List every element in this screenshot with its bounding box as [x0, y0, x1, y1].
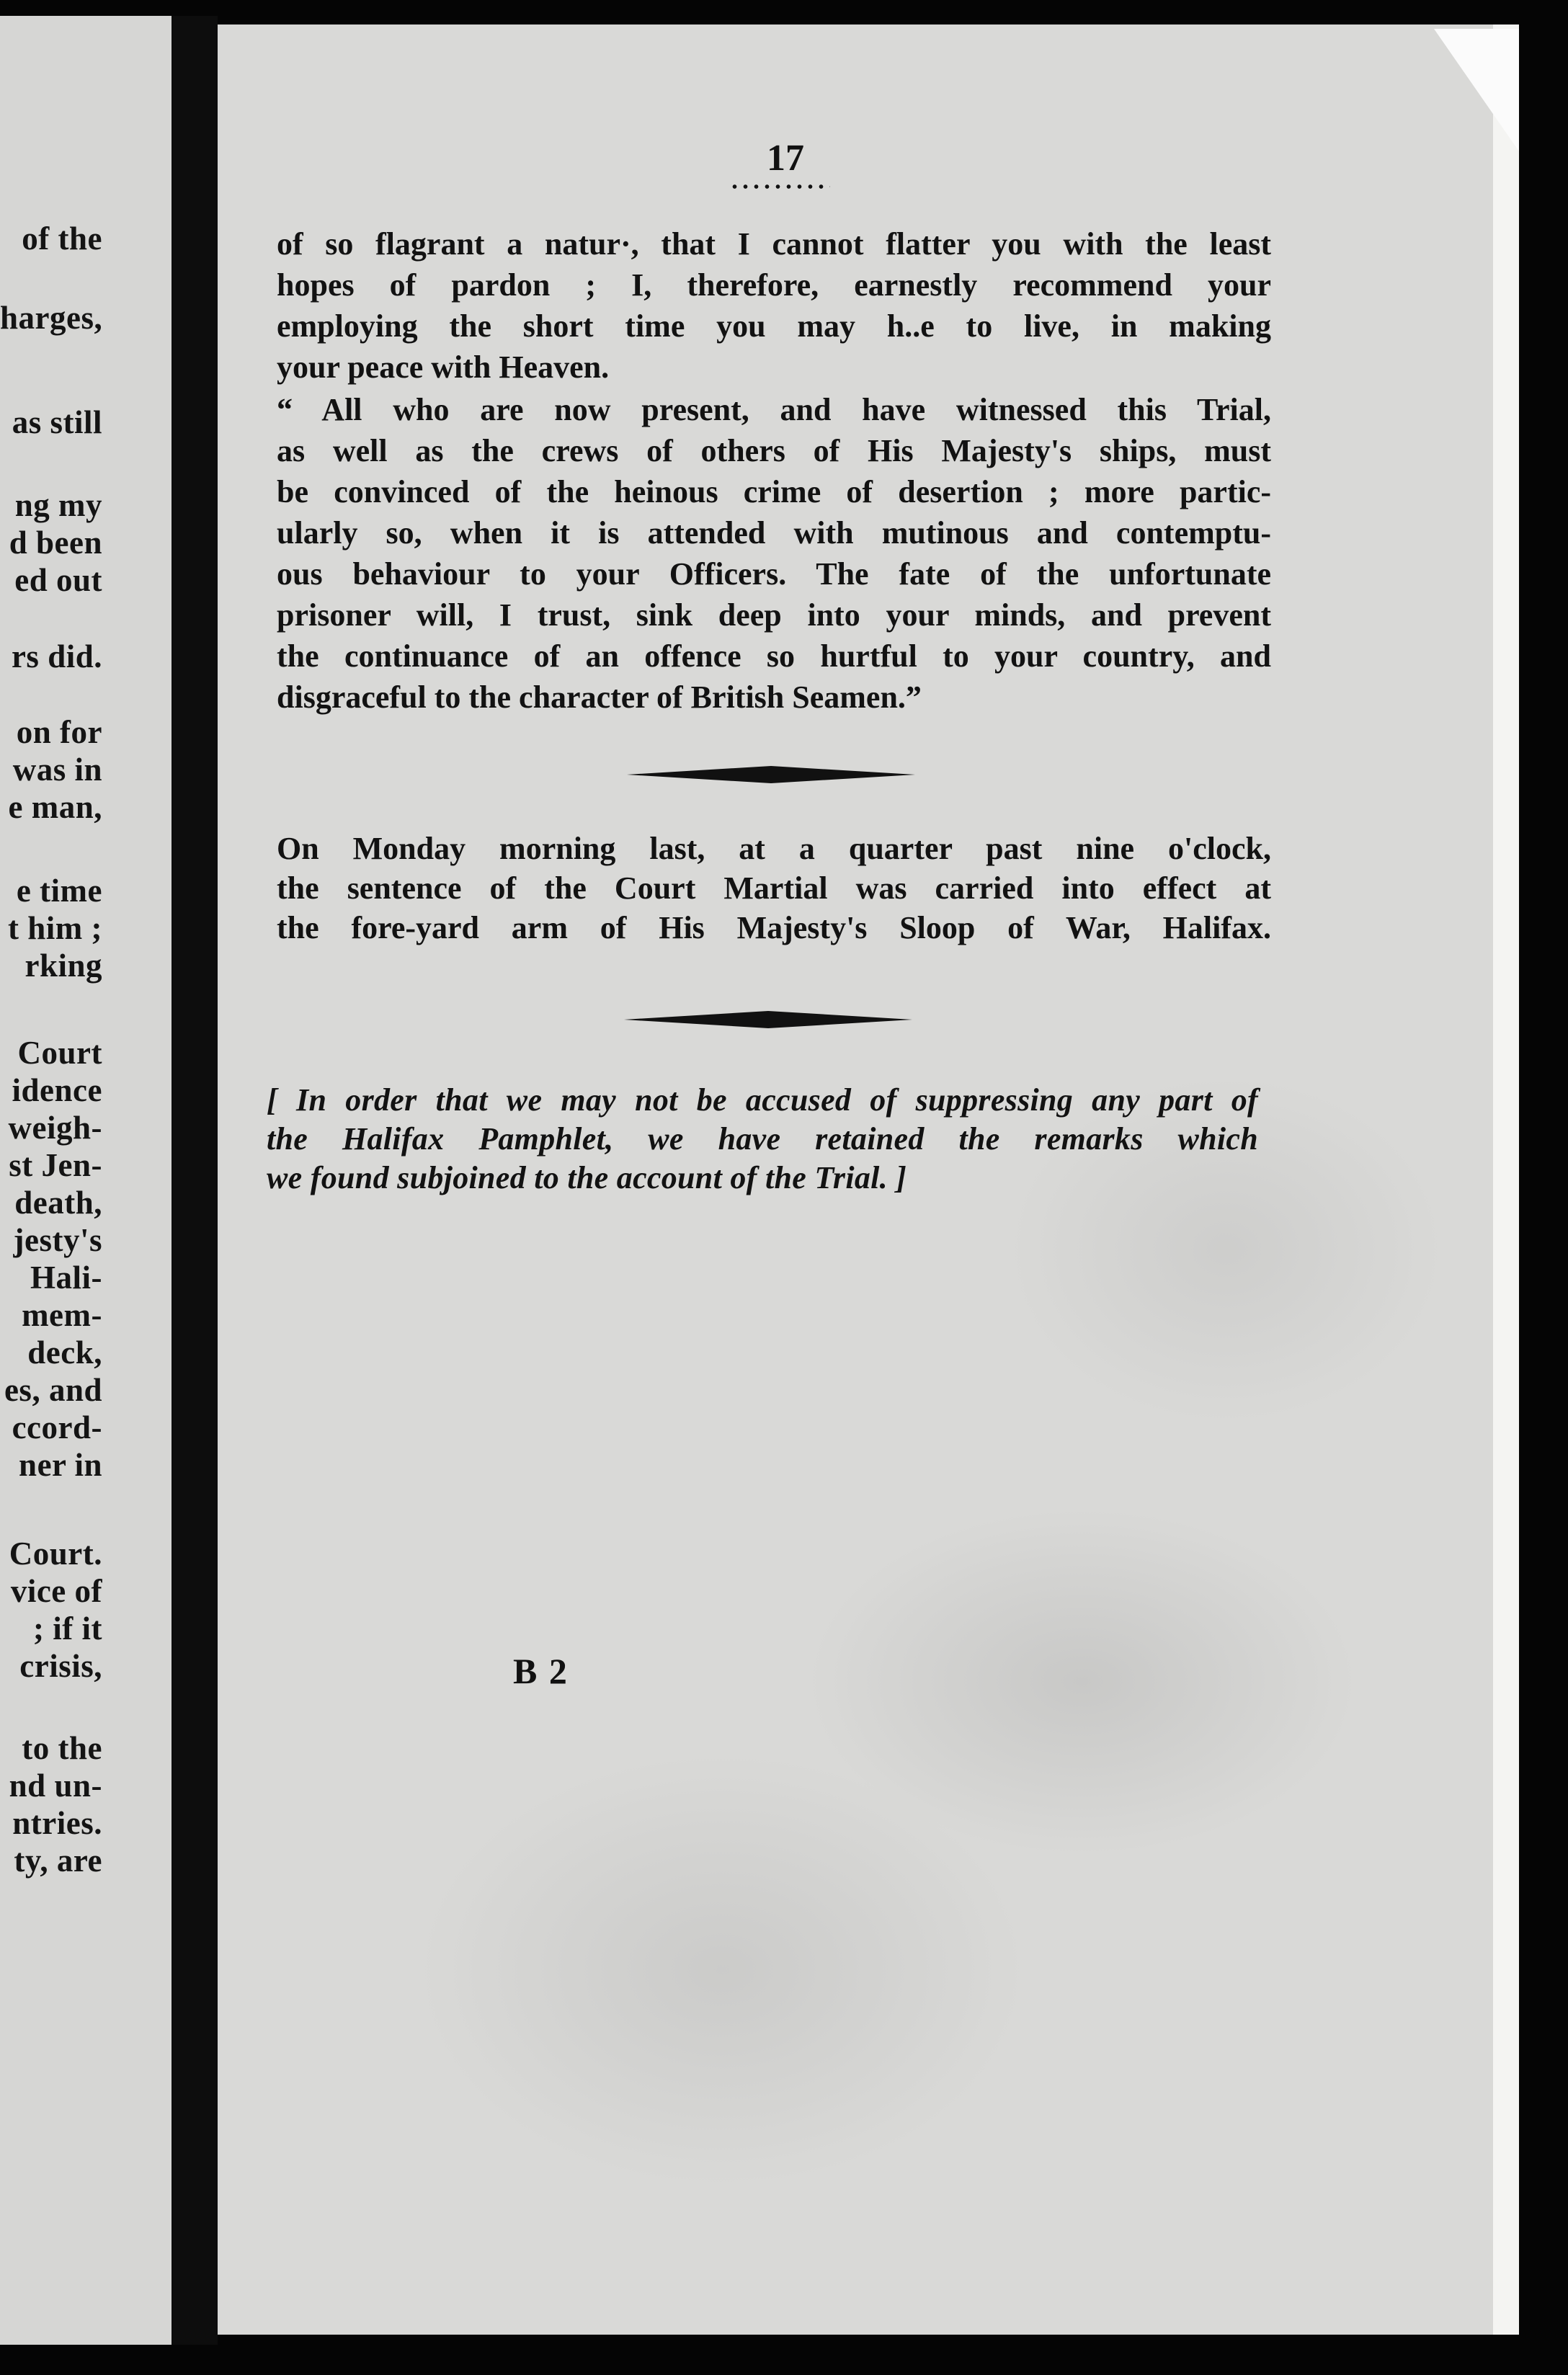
paragraph-sentence-conclusion — [277, 223, 1271, 388]
text-line: ularly so, when it is attended with mutinous and contemptu- — [277, 515, 1271, 551]
left-page-text-fragment: nd un- — [9, 1768, 102, 1804]
left-page-text-fragment: mem- — [22, 1297, 102, 1333]
left-page-text-fragment: weigh- — [8, 1110, 102, 1146]
previous-page-fragment — [0, 16, 172, 2345]
text-line: of so flagrant a natur·, that I cannot flatter you with the least — [277, 226, 1271, 262]
page-number: 17 — [767, 138, 804, 179]
left-page-text-fragment: ng my — [14, 487, 102, 523]
left-page-text-fragment: was in — [12, 752, 102, 788]
ornamental-rule — [627, 762, 915, 787]
text-line: the Halifax Pamphlet, we have retained the remarks which — [267, 1121, 1258, 1157]
left-page-text-fragment: Court — [17, 1035, 102, 1071]
left-page-text-fragment: of the — [22, 220, 102, 257]
left-page-text-fragment: e time — [16, 873, 102, 909]
text-line: we found subjoined to the account of the Trial. ] — [267, 1160, 907, 1195]
text-line: ous behaviour to your Officers. The fate of the unfortunate — [277, 556, 1271, 592]
left-page-text-fragment: d been — [9, 525, 102, 561]
left-page-text-fragment: ner in — [19, 1447, 102, 1483]
left-page-text-fragment: st Jen- — [9, 1147, 102, 1183]
left-page-text-fragment: ed out — [14, 562, 102, 598]
left-page-text-fragment: rs did. — [11, 638, 102, 674]
left-page-text-fragment: to the — [22, 1730, 102, 1766]
text-line: employing the short time you may h..e to live, in making — [277, 308, 1271, 344]
left-page-text-fragment: Court. — [9, 1536, 102, 1572]
paragraph-execution-report — [277, 829, 1271, 948]
text-line: [ In order that we may not be accused of suppressing any part of — [267, 1082, 1258, 1118]
left-page-text-fragment: e man, — [8, 789, 102, 825]
text-line: prisoner will, I trust, sink deep into your minds, and prevent — [277, 597, 1271, 633]
text-line: the fore-yard arm of His Majesty's Sloop of War, Halifax. — [277, 910, 1271, 945]
left-page-text-fragment: on for — [16, 714, 102, 750]
ornamental-rule — [624, 1007, 912, 1032]
page-number-ornament — [729, 184, 830, 189]
text-line: hopes of pardon ; I, therefore, earnestly recommend your — [277, 267, 1271, 303]
book-gutter — [172, 16, 218, 2345]
left-page-text-fragment: deck, — [27, 1334, 102, 1371]
left-page-text-fragment: ; if it — [33, 1610, 102, 1647]
left-page-text-fragment: harges, — [0, 300, 103, 336]
left-page-text-fragment: Hali- — [30, 1260, 102, 1296]
paragraph-address-to-crew — [277, 389, 1271, 718]
left-page-text-fragment: ntries. — [12, 1805, 102, 1841]
left-page-text-fragment: rking — [24, 948, 102, 984]
text-line: your peace with Heaven. — [277, 349, 610, 385]
left-page-text-fragment: crisis, — [19, 1648, 102, 1684]
left-page-text-fragment: ccord- — [12, 1409, 102, 1445]
text-line: as well as the crews of others of His Majesty's ships, must — [277, 433, 1271, 468]
left-page-text-fragment: as still — [12, 404, 102, 440]
left-page-text-fragment: jesty's — [13, 1222, 102, 1258]
left-page-text-fragment: death, — [14, 1185, 102, 1221]
editorial-note — [267, 1081, 1258, 1198]
left-page-text-fragment: t him ; — [8, 910, 102, 946]
signature-mark: B 2 — [513, 1651, 569, 1691]
text-line: the sentence of the Court Martial was carried into effect at — [277, 870, 1271, 906]
left-page-text-fragment: vice of — [10, 1573, 102, 1609]
text-line: “ All who are now present, and have witnessed this Trial, — [277, 392, 1271, 427]
left-page-text-fragment: es, and — [4, 1372, 102, 1408]
text-line: disgraceful to the character of British Seamen.” — [277, 679, 922, 715]
text-line: On Monday morning last, at a quarter past nine o'clock, — [277, 831, 1271, 866]
text-line: be convinced of the heinous crime of desertion ; more partic- — [277, 474, 1271, 509]
left-page-text-fragment: ty, are — [14, 1842, 102, 1879]
page-edge — [1493, 24, 1519, 2335]
left-page-text-fragment: idence — [12, 1072, 102, 1108]
text-line: the continuance of an offence so hurtful to your country, and — [277, 638, 1271, 674]
